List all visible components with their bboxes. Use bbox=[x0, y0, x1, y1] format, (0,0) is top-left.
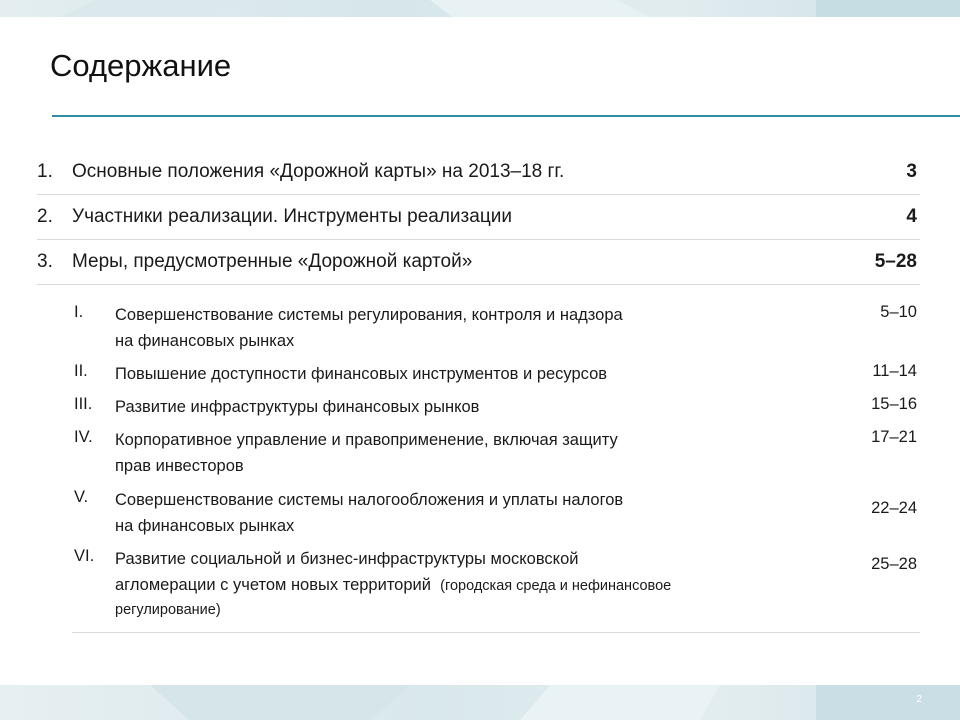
toc-sub-number: V. bbox=[74, 488, 89, 506]
toc-main-item-3[interactable] bbox=[37, 239, 920, 285]
toc-item-pages: 5–28 bbox=[874, 251, 917, 272]
top-decor-band bbox=[0, 0, 960, 17]
toc-sub-list bbox=[72, 285, 920, 633]
toc-sub-pages: 5–10 bbox=[880, 303, 917, 321]
toc-item-title: Меры, предусмотренные «Дорожной картой» bbox=[72, 251, 473, 272]
bottom-decor-band bbox=[0, 685, 960, 720]
toc-sub-title-line: Развитие социальной и бизнес-инфраструктуры московской bbox=[115, 550, 579, 568]
toc-sub-title-line: Совершенствование системы налогообложения и уплаты налогов bbox=[115, 491, 624, 509]
toc-sub-title-text: агломерации с учетом новых территорий bbox=[115, 575, 431, 594]
page-number: 2 bbox=[916, 694, 922, 705]
toc-sub-title-line: Повышение доступности финансовых инструментов и ресурсов bbox=[115, 365, 608, 383]
toc-item-pages: 4 bbox=[906, 206, 917, 227]
toc-sub-title-note: регулирование) bbox=[115, 602, 221, 618]
toc-sub-number: VI. bbox=[74, 547, 95, 565]
toc-main-item-1[interactable] bbox=[37, 149, 920, 195]
toc-sub-title bbox=[115, 362, 755, 388]
toc-item-title: Основные положения «Дорожной карты» на 2013–18 гг. bbox=[72, 161, 565, 182]
toc-sub-title-note: (городская среда и нефинансовое bbox=[440, 577, 672, 594]
toc-sub-title bbox=[115, 547, 755, 621]
toc-item-pages: 3 bbox=[906, 161, 917, 182]
toc-sub-title-line: Корпоративное управление и правоприменение, включая защиту bbox=[115, 431, 618, 449]
toc-sub-title-line: на финансовых рынках bbox=[115, 331, 295, 350]
title-underline bbox=[52, 115, 960, 117]
toc-sub-title-line: Развитие инфраструктуры финансовых рынков bbox=[115, 398, 480, 416]
toc-sub-number: I. bbox=[74, 303, 84, 321]
toc-sub-title-line: Совершенствование системы регулирования, контроля и надзора bbox=[115, 306, 623, 324]
toc-sub-title bbox=[115, 428, 755, 479]
toc-sub-pages: 25–28 bbox=[871, 555, 917, 573]
toc-sub-title-line bbox=[115, 573, 755, 600]
toc-sub-title bbox=[115, 488, 755, 539]
toc-sub-pages: 17–21 bbox=[871, 428, 917, 446]
toc-sub-title-line: на финансовых рынках bbox=[115, 516, 295, 535]
toc-sub-number: II. bbox=[74, 362, 88, 380]
toc-item-number: 1. bbox=[37, 161, 53, 182]
toc-main-item-2[interactable] bbox=[37, 194, 920, 240]
toc-sub-title bbox=[115, 395, 755, 421]
toc-sub-title bbox=[115, 303, 755, 354]
toc-sub-number: IV. bbox=[74, 428, 93, 446]
toc-item-title: Участники реализации. Инструменты реализации bbox=[72, 206, 512, 227]
toc-sub-pages: 11–14 bbox=[872, 362, 917, 380]
toc-item-number: 2. bbox=[37, 206, 53, 227]
toc-sub-pages: 15–16 bbox=[871, 395, 917, 413]
toc-item-number: 3. bbox=[37, 251, 53, 272]
page-title: Содержание bbox=[50, 48, 232, 83]
toc-sub-pages: 22–24 bbox=[871, 499, 917, 517]
toc-sub-number: III. bbox=[74, 395, 93, 413]
toc-sub-title-line: прав инвесторов bbox=[115, 456, 244, 475]
